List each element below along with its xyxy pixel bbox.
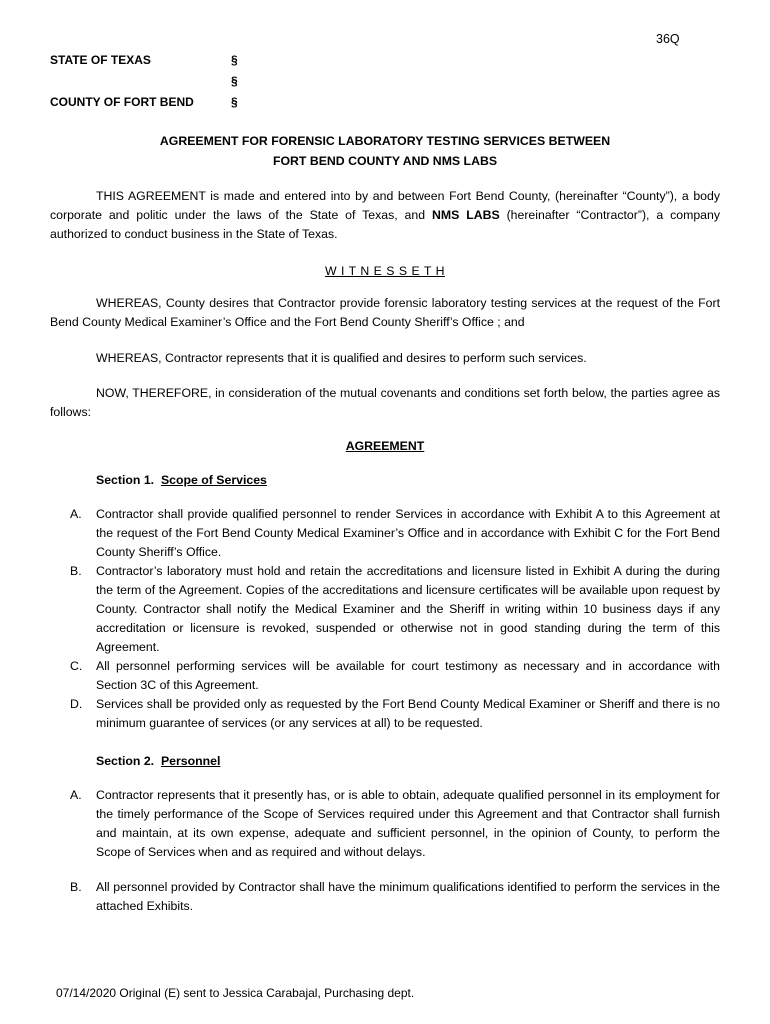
list-item — [70, 786, 720, 862]
now-therefore-paragraph: NOW, THEREFORE, in consideration of the mutual covenants and conditions set forth below, the parties agree as follows: — [50, 386, 720, 419]
section-2-list-b — [70, 878, 720, 916]
whereas-paragraph-2: WHEREAS, Contractor represents that it is qualified and desires to perform such services. — [96, 351, 587, 365]
title-line-2: FORT BEND COUNTY AND NMS LABS — [272, 154, 498, 168]
section-1-list — [70, 505, 720, 733]
section-2-prefix: Section 2. — [96, 754, 155, 768]
section-2-heading — [96, 752, 220, 771]
section-1-heading — [96, 471, 267, 490]
list-marker: D. — [70, 697, 83, 711]
list-item-text: Services shall be provided only as requested by the Fort Bend County Medical Examiner or Sheriff and there is no minimum guarantee of services (or any services at all) to be requested. — [96, 697, 720, 730]
list-item — [70, 695, 720, 733]
venue-state: STATE OF TEXAS — [50, 53, 151, 67]
list-item — [70, 657, 720, 695]
intro-paragraph — [50, 187, 720, 244]
intro-text-1: THIS AGREEMENT is made and entered into by and between Fort Bend County, (hereinafter “County”), a body corporate and politic under the laws of the State of Texas, and — [50, 189, 720, 222]
section-2-title: Personnel — [160, 754, 221, 768]
agreement-heading: AGREEMENT — [345, 439, 425, 453]
contractor-name: NMS LABS — [431, 208, 500, 222]
list-marker: A. — [70, 507, 82, 521]
venue-county: COUNTY OF FORT BEND — [50, 95, 194, 109]
list-marker: A. — [70, 788, 82, 802]
list-marker: B. — [70, 564, 82, 578]
title-line-1: AGREEMENT FOR FORENSIC LABORATORY TESTING SERVICES BETWEEN — [159, 134, 611, 148]
list-item-text: Contractor shall provide qualified personnel to render Services in accordance with Exhibit A to this Agreement at the request of the Fort Bend County Medical Examiner’s Office and in accordance with Exhibit C for the Fort Bend County Sheriff’s Office. — [96, 507, 720, 559]
section-1-title: Scope of Services — [160, 473, 267, 487]
list-item — [70, 505, 720, 562]
list-item — [70, 562, 720, 657]
list-item-text: Contractor represents that it presently has, or is able to obtain, adequate qualified personnel in its employment for the timely performance of the Scope of Services required under this Agreement and that Contractor shall furnish and maintain, at its own expense, adequate and sufficient personnel, in the opinion of County, to perform the Scope of Services when and as required and without delays. — [96, 788, 720, 859]
section-1-prefix: Section 1. — [96, 473, 155, 487]
list-item-text: All personnel performing services will be available for court testimony as necessary and in accordance with Section 3C of this Agreement. — [96, 659, 720, 692]
whereas-paragraph-1: WHEREAS, County desires that Contractor provide forensic laboratory testing services at the request of the Fort Bend County Medical Examiner’s Office and the Fort Bend County Sheriff’s Office ; and — [50, 296, 720, 329]
list-marker: C. — [70, 659, 83, 673]
list-item-text: Contractor’s laboratory must hold and retain the accreditations and licensure listed in Exhibit A during the during the term of the Agreement. Copies of the accreditations and licensure certificates will be available upon request by County. Contractor shall notify the Medical Examiner and the Sheriff in writing within 10 business days if any accreditation or licensure is revoked, suspended or otherwise not in good standing during the term of this Agreement. — [96, 564, 720, 654]
footer-note: 07/14/2020 Original (E) sent to Jessica Carabajal, Purchasing dept. — [56, 986, 415, 1000]
section-symbol: § — [231, 74, 238, 88]
list-marker: B. — [70, 880, 82, 894]
section-2-list-a — [70, 786, 720, 862]
intro-text-2: (hereinafter “Contractor”), a company authorized to conduct business in the State of Texas. — [50, 208, 720, 241]
section-symbol: § — [231, 95, 238, 109]
list-item-text: All personnel provided by Contractor shall have the minimum qualifications identified to perform the services in the attached Exhibits. — [96, 880, 720, 913]
witnesseth-heading: W I T N E S S E T H — [325, 264, 445, 278]
list-item — [70, 878, 720, 916]
section-symbol: § — [231, 53, 238, 67]
agreement-title — [0, 131, 770, 171]
document-number: 36Q — [656, 32, 680, 46]
